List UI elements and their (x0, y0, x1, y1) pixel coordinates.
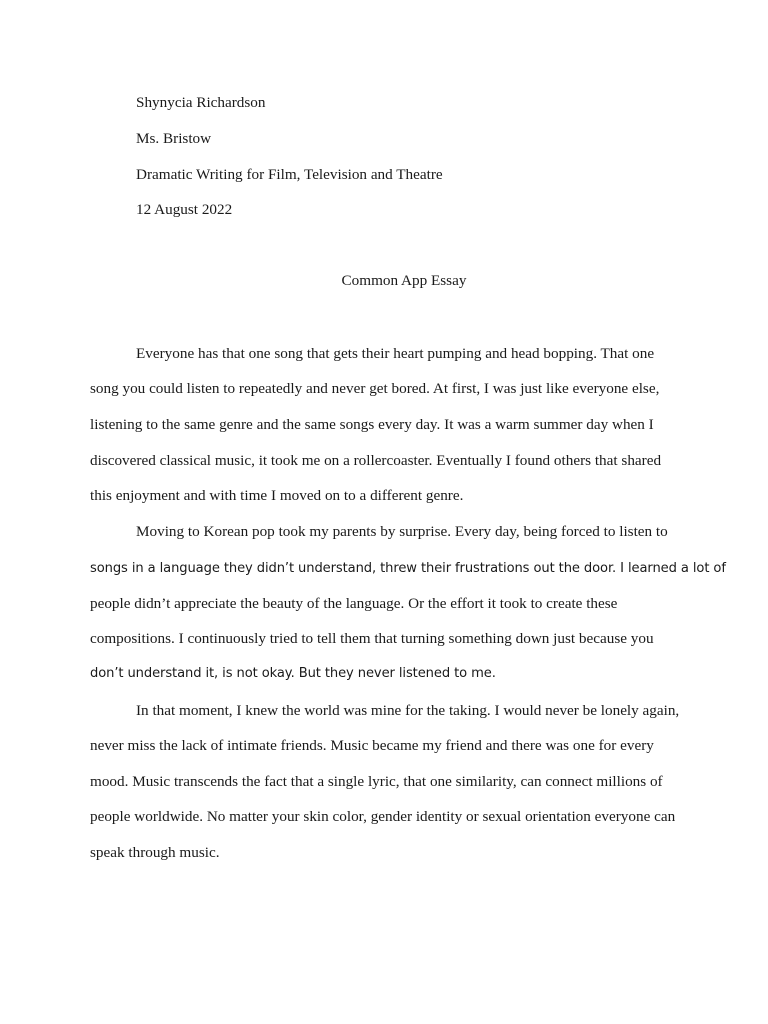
paragraph-1-line-2: song you could listen to repeatedly and never get bored. At first, I was just like everyone else, (90, 380, 660, 397)
teacher-name: Ms. Bristow (136, 130, 212, 147)
paragraph-1-line-5: this enjoyment and with time I moved on to a different genre. (90, 487, 464, 504)
course-name: Dramatic Writing for Film, Television and Theatre (136, 166, 443, 183)
paragraph-3-line-3: mood. Music transcends the fact that a single lyric, that one similarity, can connect millions of (90, 773, 663, 790)
paragraph-2-line-2-part-b: I learned a lot of (616, 561, 726, 576)
paragraph-2-line-2 (90, 559, 726, 577)
essay-date: 12 August 2022 (136, 201, 233, 218)
student-name: Shynycia Richardson (136, 94, 266, 111)
paragraph-3-line-4: people worldwide. No matter your skin color, gender identity or sexual orientation everyone can (90, 808, 676, 825)
paragraph-2-line-3: people didn’t appreciate the beauty of the language. Or the effort it took to create these (90, 595, 618, 612)
paragraph-3-line-5: speak through music. (90, 844, 220, 861)
paragraph-1-line-4: discovered classical music, it took me on a rollercoaster. Eventually I found others that shared (90, 452, 662, 469)
paragraph-3-line-1: In that moment, I knew the world was mine for the taking. I would never be lonely again, (136, 702, 680, 719)
paragraph-2-line-1: Moving to Korean pop took my parents by surprise. Every day, being forced to listen to (136, 523, 668, 540)
paragraph-3-line-2: never miss the lack of intimate friends. Music became my friend and there was one for every (90, 737, 654, 754)
paragraph-2-line-5: don’t understand it, is not okay. But they never listened to me. (90, 666, 496, 681)
essay-title: Common App Essay (341, 272, 467, 289)
paragraph-2-line-4: compositions. I continuously tried to tell them that turning something down just because you (90, 630, 654, 647)
paragraph-1-line-1: Everyone has that one song that gets their heart pumping and head bopping. That one (136, 345, 655, 362)
paragraph-2-line-2-part-a: songs in a language they didn’t understand, threw their frustrations out the door. (90, 561, 617, 576)
paragraph-1-line-3: listening to the same genre and the same songs every day. It was a warm summer day when I (90, 416, 654, 433)
